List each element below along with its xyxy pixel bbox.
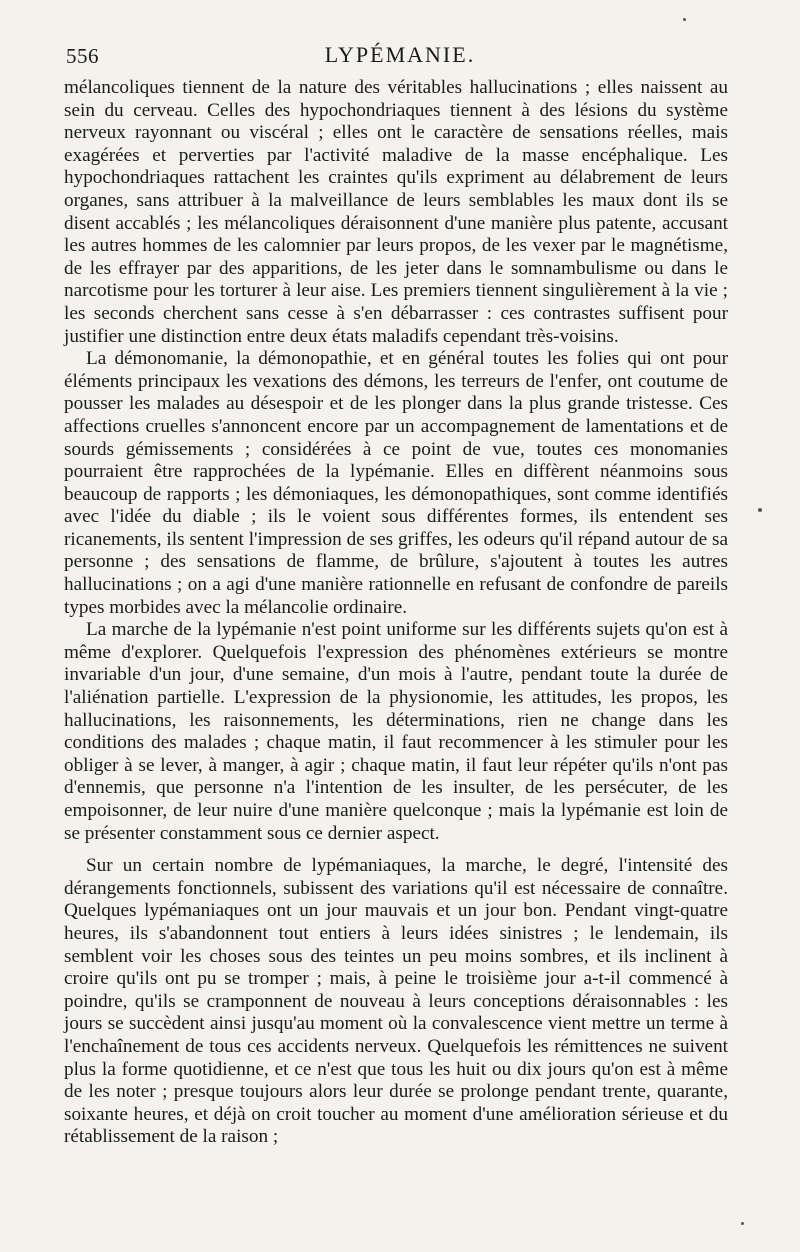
paragraph-4: Sur un certain nombre de lypémaniaques, la marche, le degré, l'intensité des dérangements fonctionnels, subissent des variations qu'il est nécessaire de connaître. Quelques lypémaniaques ont un jour mauvais et un jour bon. Pendant vingt-quatre heures, ils s'abandonnent tout entiers à leurs idées sinistres ; le lendemain, ils semblent voir les choses sous des teintes un peu moins sombres, et ils inclinent à croire qu'ils ont pu se tromper ; mais, à peine le troisième jour a-t-il commencé à poindre, qu'ils se cramponnent de nouveau à leurs conceptions déraisonnables : les jours se succèdent ainsi jusqu'au moment où la convalescence vient mettre un terme à l'enchaînement de tous ces accidents nerveux. Quelquefois les rémittences ne suivent plus la forme quotidienne, et ce n'est que tous les huit ou dix jours qu'on est à même de les noter ; presque toujours alors leur durée se prolonge pendant trente, quarante, soixante heures, et déjà on croit toucher au moment d'une amélioration sérieuse et du rétablissement de la raison ; — [64, 855, 728, 1148]
paragraph-3: La marche de la lypémanie n'est point uniforme sur les différents sujets qu'on est à même d'explorer. Quelquefois l'expression des phénomènes extérieurs se montre invariable d'un jour, d'une semaine, d'un mois à l'autre, pendant toute la durée de l'aliénation partielle. L'expression de la physionomie, les attitudes, les propos, les hallucinations, les raisonnements, les déterminations, rien ne change dans les conditions des malades ; chaque matin, il faut recommencer à les stimuler pour les obliger à se lever, à manger, à agir ; chaque matin, il faut leur répéter qu'ils n'ont pas d'ennemis, que personne n'a l'intention de les insulter, de les persécuter, de les empoisonner, de leur nuire d'une manière quelconque ; mais la lypémanie est loin de se présenter constamment sous ce dernier aspect. — [64, 619, 728, 844]
running-title: LYPÉMANIE. — [324, 42, 476, 67]
ink-speck — [741, 1222, 744, 1225]
page-number: 556 — [66, 44, 99, 68]
paragraph-2: La démonomanie, la démonopathie, et en général toutes les folies qui ont pour éléments principaux les vexations des démons, les terreurs de l'enfer, ont coutume de pousser les malades au désespoir et de les plonger dans la plus grande tristesse. Ces affections cruelles s'annoncent encore par un accompagnement de lamentations et de sourds gémissements ; considérées à ce point de vue, toutes ces monomanies pourraient être rapprochées de la lypémanie. Elles en diffèrent néanmoins sous beaucoup de rapports ; les démoniaques, les démonopathiques, sont comme identifiés avec l'idée du diable ; ils le voient sous différentes formes, ils entendent ses ricanements, ils sentent l'impression de ses griffes, les odeurs qu'il répand autour de sa personne ; des sensations de flamme, de brûlure, s'ajoutent à toutes les autres hallucinations ; on a agi d'une manière rationnelle en refusant de confondre de pareils types morbides avec la mélancolie ordinaire. — [64, 348, 728, 618]
paragraph-1: mélancoliques tiennent de la nature des véritables hallucinations ; elles naissent au sein du cerveau. Celles des hypochondriaques tiennent à des lésions du système nerveux rayonnant ou viscéral ; elles ont le caractère de sensations réelles, mais exagérées et perverties par l'activité maladive de la masse encéphalique. Les hypochondriaques rattachent les craintes qu'ils expriment au délabrement de leurs organes, sans attribuer à la malveillance de leurs semblables les maux dont ils se disent accablés ; les mélancoliques déraisonnent d'une manière plus patente, accusant les autres hommes de les calomnier par leurs propos, de les vexer par le magnétisme, de les effrayer par des apparitions, de les jeter dans le somnambulisme ou dans le narcotisme pour les torturer à leur aise. Les premiers tiennent singulièrement à la vie ; les seconds cherchent sans cesse à s'en débarrasser : ces contrastes suffisent pour justifier une distinction entre deux états maladifs cependant très-voisins. — [64, 77, 728, 347]
body-text — [64, 77, 728, 1149]
ink-speck — [683, 18, 686, 21]
page-header — [62, 38, 738, 68]
ink-speck — [758, 508, 762, 512]
